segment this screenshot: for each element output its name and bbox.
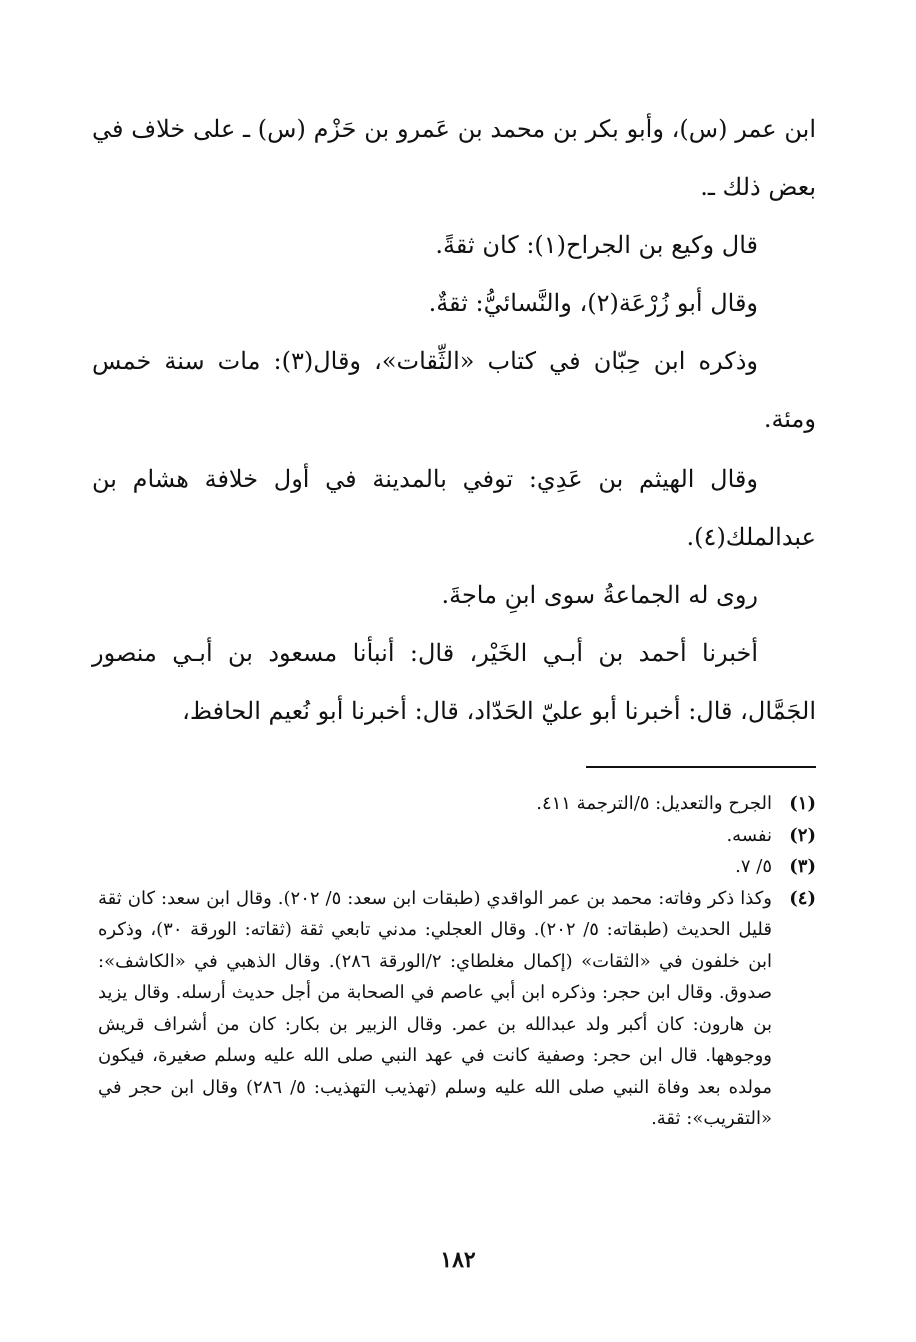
footnote-divider: [586, 766, 816, 768]
footnote-text: وكذا ذكر وفاته: محمد بن عمر الواقدي (طبقات ابن سعد: ٥/ ٢٠٢). وقال ابن سعد: كان ثقة قليل الحديث (طبقاته: ٥/ ٢٠٢). وقال العجلي: مدني تابعي ثقة (ثقاته: الورقة ٣٠)، وذكره ابن خلفون في «الثقات» (إكمال مغلطاي: ٢/الورقة ٢٨٦). وقال الذهبي في «الكاشف»: صدوق. وقال ابن حجر: وذكره ابن أبي عاصم في الصحابة من أجل حديث أرسله. وقال يزيد بن هارون: كان أكبر ولد عبدالله بن عمر. وقال الزبير بن بكار: كان من أشراف قريش ووجوهها. قال ابن حجر: وصفية كانت في عهد النبي صلى الله عليه وسلم صغيرة، فيكون مولده بعد وفاة النبي صلى الله عليه وسلم (تهذيب التهذيب: ٥/ ٢٨٦) وقال ابن حجر في «التقريب»: ثقة.: [98, 887, 772, 1129]
footnote-4: [98, 883, 816, 1135]
footnote-number: (١): [789, 793, 816, 814]
footnote-1: [98, 788, 816, 820]
main-text: [92, 100, 816, 740]
footnote-number: (٢): [789, 824, 816, 846]
page-number: ١٨٢: [440, 1247, 476, 1273]
paragraph-3: وقال أبو زُرْعَة(٢)، والنَّسائيُّ: ثقةٌ.: [428, 289, 758, 317]
footnote-3: [98, 851, 816, 883]
footnotes: [98, 788, 816, 1135]
paragraph-2: قال وكيع بن الجراح(١): كان ثقةً.: [435, 231, 758, 259]
footnote-text: ٥/ ٧.: [735, 856, 772, 877]
footnote-number: (٤): [789, 887, 816, 909]
paragraph-5: وقال الهيثم بن عَدِي: توفي بالمدينة في أول خلافة هشام بن عبدالملك(٤).: [92, 465, 816, 551]
footnote-text: نفسه.: [726, 824, 772, 846]
paragraph-7: أخبرنا أحمد بن أبـي الخَيْر، قال: أنبأنا مسعود بن أبـي منصور الجَمَّال، قال: أخبرنا أبو عليّ الحَدّاد، قال: أخبرنا أبو نُعيم الحافظ،: [92, 639, 816, 725]
paragraph-6: روى له الجماعةُ سوى ابنِ ماجةَ.: [441, 581, 758, 609]
paragraph-1: ابن عمر (س)، وأبو بكر بن محمد بن عَمرو بن حَزْم (س) ـ على خلاف في بعض ذلك ـ.: [92, 115, 816, 201]
footnote-number: (٣): [789, 856, 816, 877]
footnote-text: الجرح والتعديل: ٥/الترجمة ٤١١.: [536, 793, 772, 814]
footnote-2: [98, 820, 816, 852]
paragraph-4: وذكره ابن حِبّان في كتاب «الثِّقات»، وقال(٣): مات سنة خمس ومئة.: [92, 347, 816, 433]
